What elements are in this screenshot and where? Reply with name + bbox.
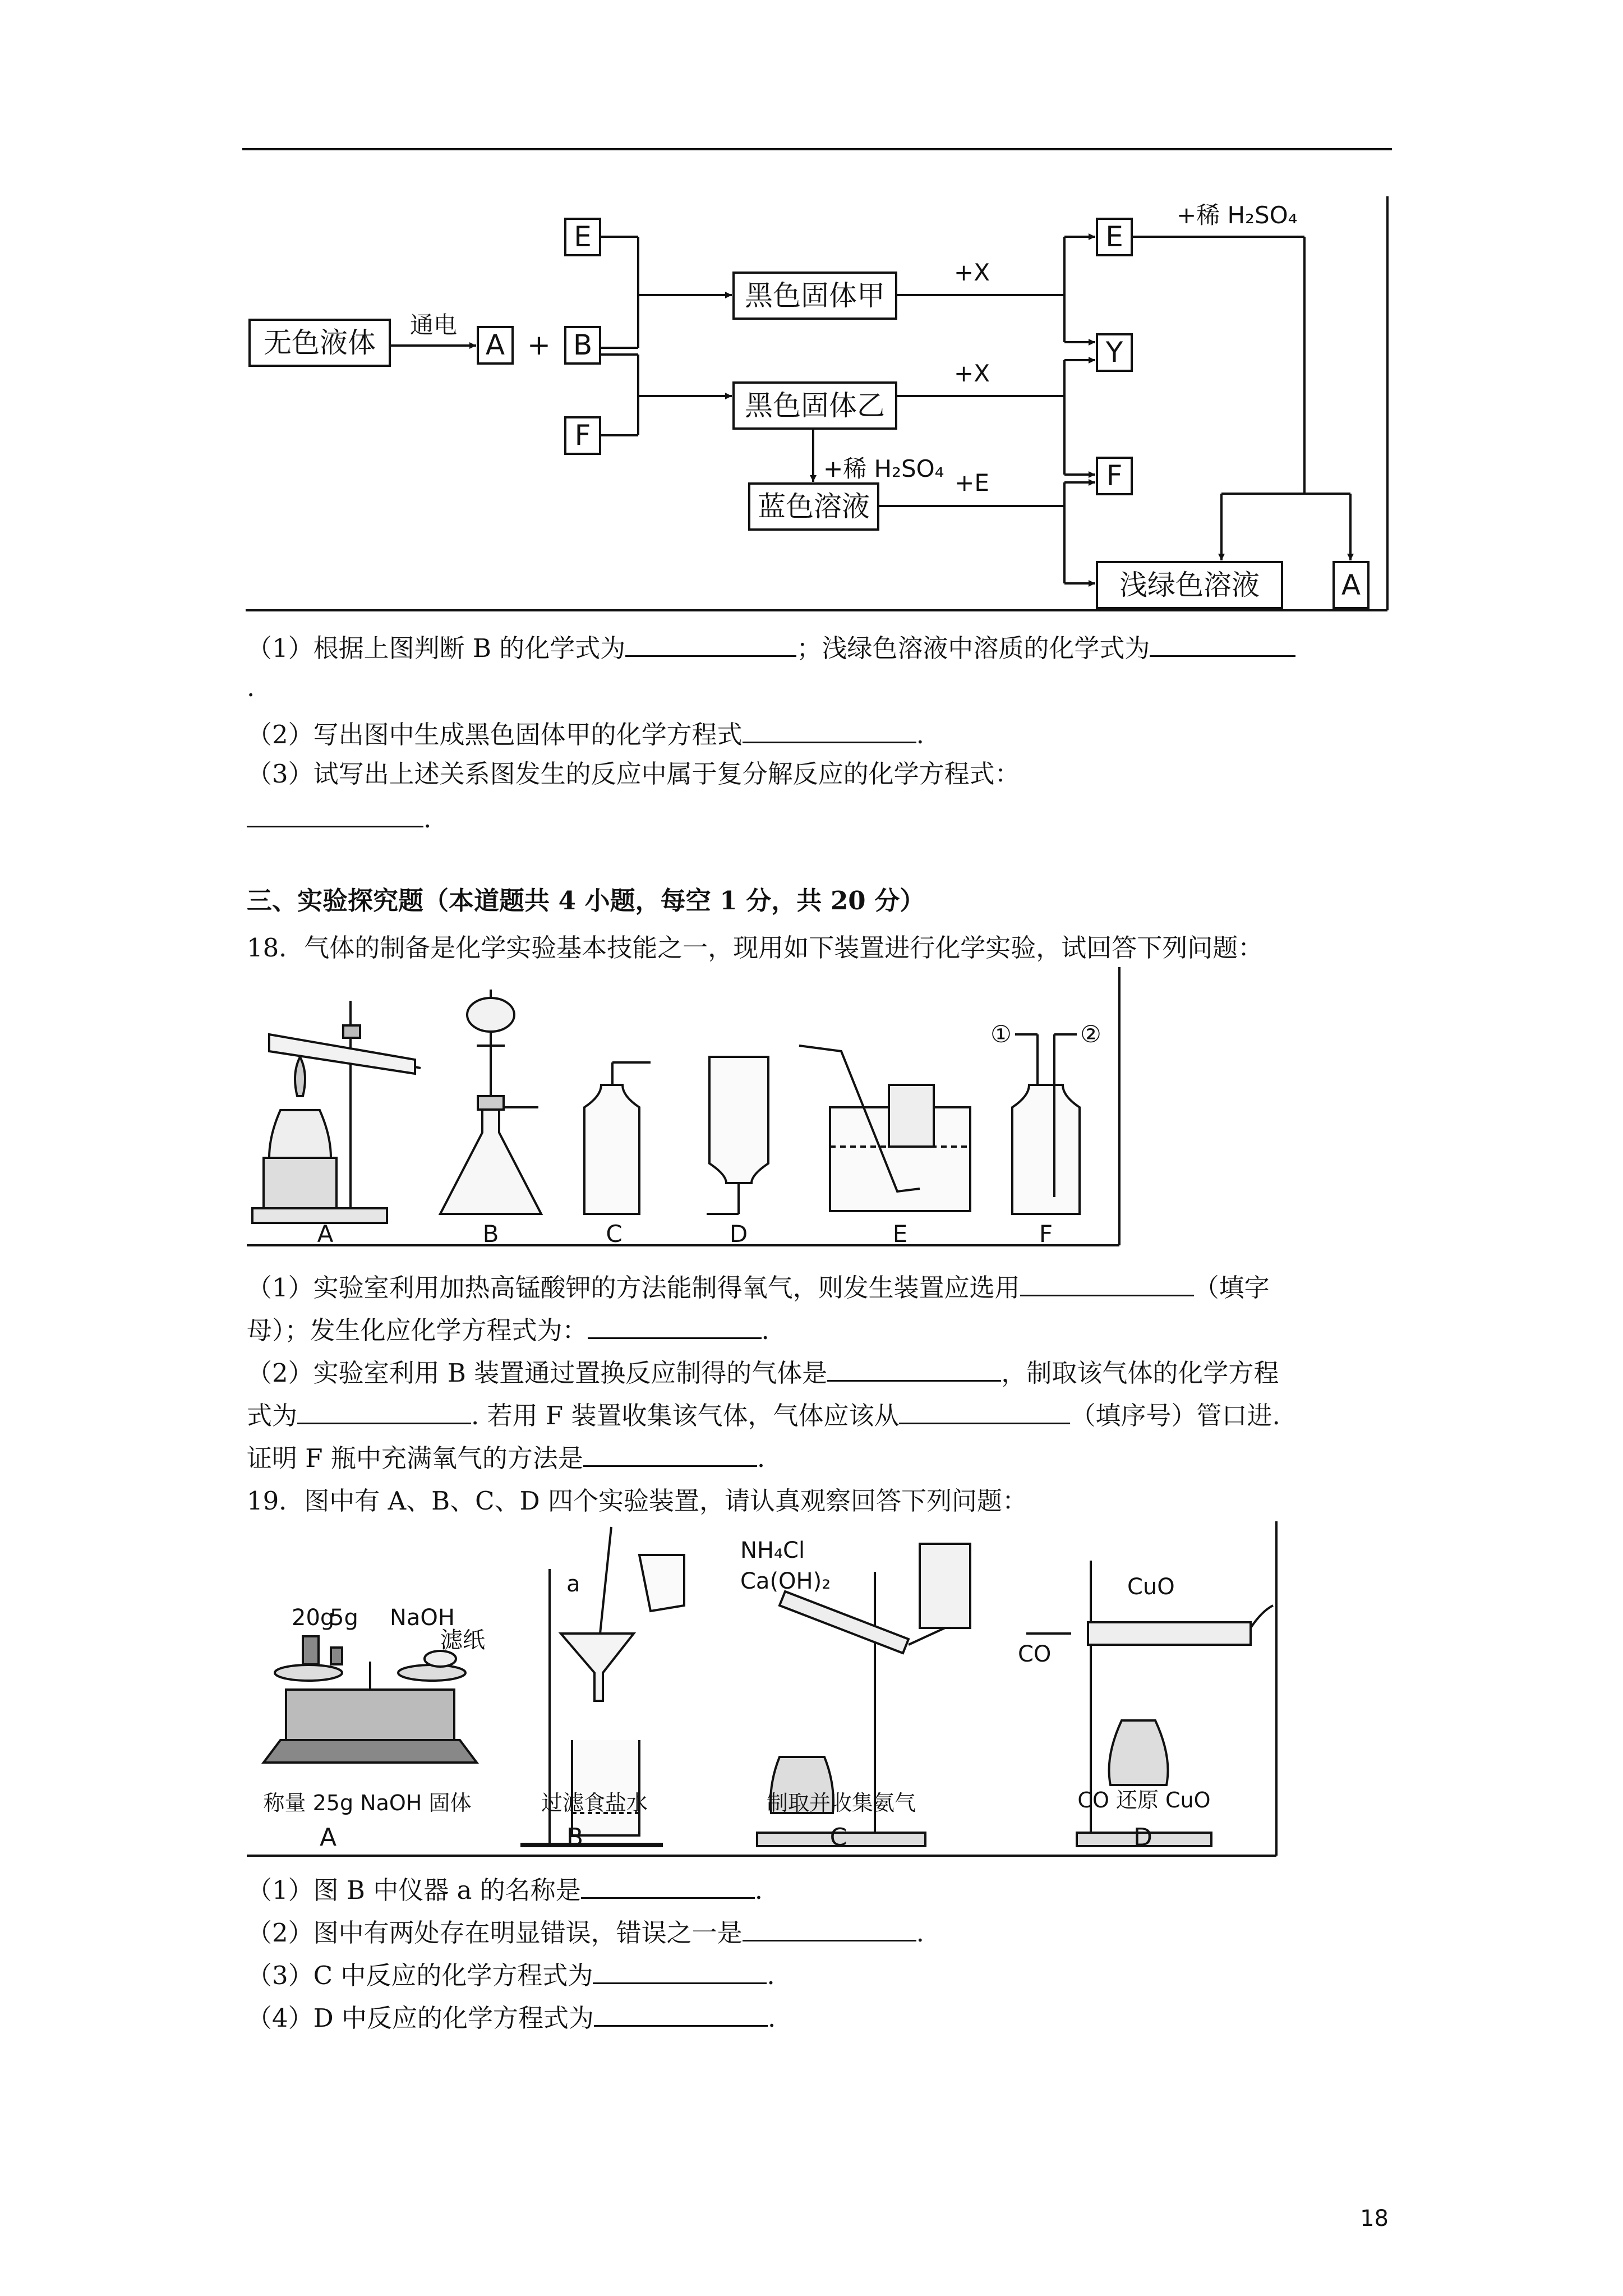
q19-blank-3[interactable] — [593, 1958, 767, 1984]
node-A-right: A — [1341, 569, 1361, 601]
node-light-green-solution: 浅绿色溶液 — [1119, 569, 1260, 601]
q18-part1-line1: （1）实验室利用加热高锰酸钾的方法能制得氧气，则发生装置应选用 （填字 — [247, 1270, 1270, 1305]
fig19-A-20g: 20g — [292, 1605, 335, 1631]
page-number: 18 — [1360, 2206, 1389, 2231]
fig19-B-a: a — [566, 1571, 580, 1597]
q19-blank-2[interactable] — [743, 1915, 916, 1941]
fig18-label-C: C — [606, 1220, 623, 1248]
gas-apparatus-figure — [247, 967, 1122, 1248]
q19-blank-4[interactable] — [594, 2000, 768, 2027]
node-blue-solution: 蓝色溶液 — [758, 490, 870, 523]
q19-part4: （4）D 中反应的化学方程式为 . — [247, 2000, 776, 2035]
node-A-left: A — [485, 329, 505, 361]
fig19-C-caption: 制取并收集氨气 — [766, 1791, 916, 1815]
q17-blank-1[interactable] — [625, 631, 796, 657]
fig18-label-B: B — [482, 1220, 499, 1248]
apparatus-C — [584, 1062, 651, 1214]
node-F-left: F — [574, 419, 591, 452]
q18-part2-line1: （2）实验室利用 B 装置通过置换反应制得的气体是 ，制取该气体的化学方程 — [247, 1355, 1279, 1390]
q18-stem: 18．气体的制备是化学实验基本技能之一，现用如下装置进行化学实验，试回答下列问题： — [247, 933, 1264, 963]
node-E-left: E — [574, 220, 592, 253]
q18-part1-line2: 母）；发生化应化学方程式为： . — [247, 1313, 769, 1347]
q18-blank-4[interactable] — [297, 1398, 471, 1424]
fig19-C-caoh2: Ca(OH)₂ — [740, 1568, 831, 1594]
balance-A — [264, 1636, 477, 1763]
fig19-A-filter-paper: 滤纸 — [440, 1627, 485, 1653]
q19-blank-1[interactable] — [581, 1872, 755, 1899]
q18-part2-line3: 证明 F 瓶中充满氧气的方法是 . — [247, 1441, 765, 1475]
fig18-port-2: ② — [1080, 1020, 1101, 1048]
fig19-D-caption: CO 还原 CuO — [1077, 1788, 1211, 1812]
q19-part2: （2）图中有两处存在明显错误，错误之一是 . — [247, 1915, 924, 1950]
q17-part3-answer: . — [247, 801, 431, 836]
q18-part2-line2: 式为 . 若用 F 装置收集该气体，气体应该从 （填序号）管口进. — [247, 1398, 1280, 1433]
fig19-label-A: A — [319, 1823, 337, 1852]
fig19-C-nh4cl: NH₄Cl — [740, 1538, 805, 1563]
fig19-A-5g: 5g — [330, 1605, 358, 1631]
apparatus-A — [252, 1001, 421, 1223]
section-3-heading: 三、实验探究题（本道题共 4 小题，每空 1 分，共 20 分） — [247, 886, 925, 915]
fig18-port-1: ① — [990, 1020, 1012, 1048]
node-F-right: F — [1106, 459, 1123, 492]
q17-part2: （2）写出图中生成黑色固体甲的化学方程式 . — [247, 717, 924, 752]
label-plus-x-2: +X — [954, 360, 990, 387]
label-dilute-h2so4-1: +稀 H₂SO₄ — [823, 455, 944, 482]
q17-part1-end: . — [247, 673, 255, 702]
fig19-A-caption: 称量 25g NaOH 固体 — [263, 1791, 472, 1815]
label-plus-x-1: +X — [954, 259, 990, 286]
node-B: B — [573, 329, 593, 361]
fig19-label-C: C — [829, 1823, 847, 1852]
fig18-label-D: D — [729, 1220, 748, 1248]
lab-operations-figure — [247, 1521, 1279, 1858]
node-black-solid-jia: 黑色固体甲 — [745, 279, 885, 312]
fig19-A-naoh: NaOH — [390, 1605, 455, 1631]
q19-part1: （1）图 B 中仪器 a 的名称是 . — [247, 1872, 763, 1907]
q17-blank-3[interactable] — [743, 717, 916, 743]
node-black-solid-yi: 黑色固体乙 — [745, 389, 885, 422]
header-rule — [242, 148, 1392, 150]
reaction-flow-diagram — [246, 196, 1390, 611]
q18-blank-1[interactable] — [1020, 1270, 1194, 1296]
apparatus-D — [707, 1057, 768, 1214]
label-plus-e: +E — [955, 469, 989, 496]
q17-blank-4[interactable] — [247, 801, 423, 827]
node-colorless-liquid: 无色液体 — [264, 326, 376, 359]
fig18-label-A: A — [317, 1220, 334, 1248]
label-electrolysis: 通电 — [409, 311, 458, 339]
q17-part1: （1）根据上图判断 B 的化学式为 ；浅绿色溶液中溶质的化学式为 — [247, 631, 1295, 665]
fig18-label-F: F — [1039, 1220, 1053, 1248]
q18-blank-3[interactable] — [827, 1355, 1001, 1382]
node-Y: Y — [1105, 336, 1123, 369]
q17-blank-2[interactable] — [1150, 631, 1295, 657]
apparatus-F — [1012, 1034, 1080, 1214]
q19-part3: （3）C 中反应的化学方程式为 . — [247, 1958, 775, 1993]
q18-blank-5[interactable] — [899, 1398, 1070, 1424]
node-E-right: E — [1105, 220, 1123, 253]
q18-blank-2[interactable] — [588, 1313, 762, 1339]
plus-sign: + — [527, 329, 551, 361]
fig19-label-D: D — [1133, 1823, 1152, 1852]
apparatus-E — [799, 1046, 970, 1211]
q18-blank-6[interactable] — [583, 1441, 757, 1467]
apparatus-B — [440, 990, 541, 1214]
q19-stem: 19．图中有 A、B、C、D 四个实验装置，请认真观察回答下列问题： — [247, 1486, 1027, 1516]
q17-part3: （3）试写出上述关系图发生的反应中属于复分解反应的化学方程式： — [247, 759, 1020, 789]
fig19-D-cuo: CuO — [1127, 1574, 1175, 1600]
fig19-B-caption: 过滤食盐水 — [541, 1791, 648, 1815]
fig19-label-B: B — [566, 1823, 584, 1852]
label-dilute-h2so4-2: +稀 H₂SO₄ — [1177, 201, 1298, 229]
fig19-D-co: CO — [1018, 1641, 1052, 1667]
fig18-label-E: E — [892, 1220, 908, 1248]
